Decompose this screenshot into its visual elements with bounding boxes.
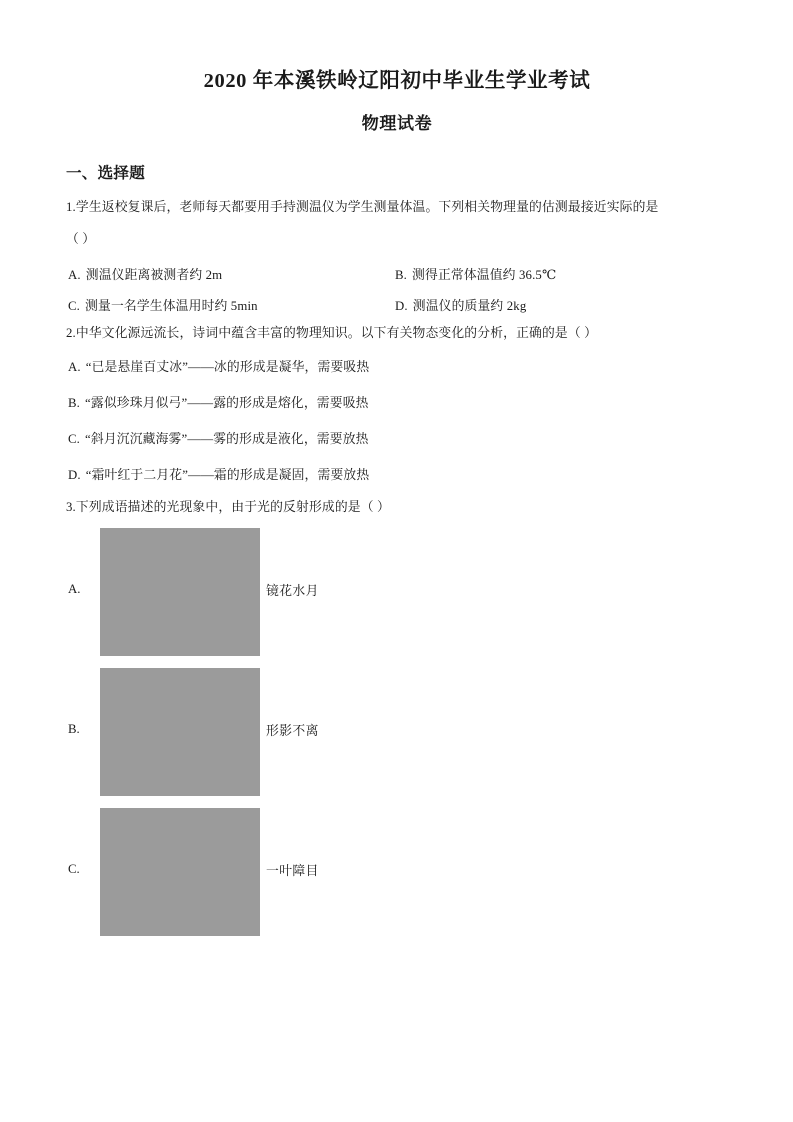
child-leaf-covering-eye-cartoon <box>100 808 260 936</box>
question-1-option-d-label: D. <box>395 298 408 313</box>
question-2-option-a-text: “已是悬崖百丈冰”——冰的形成是凝华，需要吸热 <box>85 360 370 375</box>
question-1-option-d-text: 测温仪的质量约 2kg <box>412 298 527 313</box>
question-1-option-row-2 <box>66 278 728 313</box>
question-1-option-a-label: A. <box>68 267 81 282</box>
question-3-option-a[interactable] <box>66 526 728 666</box>
pond-flower-reflection-photo <box>100 528 260 656</box>
question-1-option-b-text: 测得正常体温值约 36.5℃ <box>412 267 557 282</box>
question-2-option-a-label: A. <box>68 360 81 375</box>
question-3-option-c-caption: 一叶障目 <box>266 864 319 879</box>
question-1-option-c-label: C. <box>68 298 81 313</box>
question-1-option-a-text: 测温仪距离被测者约 2m <box>85 267 223 282</box>
question-1-option-d[interactable] <box>395 295 526 314</box>
question-2-stem: 2.中华文化源远流长，诗词中蕴含丰富的物理知识。以下有关物态变化的分析，正确的是（ ） <box>66 325 598 340</box>
question-1-option-row-1 <box>66 247 728 282</box>
question-2-option-c-label: C. <box>68 432 81 447</box>
question-2-option-d[interactable] <box>66 447 728 483</box>
page-subtitle: 物理试卷 <box>361 113 433 133</box>
question-3-option-b-label: B. <box>68 722 80 737</box>
page-title: 2020 年本溪铁岭辽阳初中毕业生学业考试 <box>203 70 591 92</box>
question-3-option-c-label: C. <box>68 862 80 877</box>
question-2-option-b[interactable] <box>66 375 728 411</box>
question-2-option-a[interactable] <box>66 339 728 375</box>
question-3-option-a-label: A. <box>68 582 81 597</box>
question-3-option-b[interactable] <box>66 666 728 806</box>
question-2-option-c[interactable] <box>66 411 728 447</box>
question-1-stem: 1.学生返校复课后，老师每天都要用手持测温仪为学生测量体温。下列相关物理量的估测最接近实际的是 <box>66 199 659 214</box>
question-2-option-b-text: “露似珍珠月似弓”——露的形成是熔化，需要吸热 <box>85 396 369 411</box>
question-1-option-b-label: B. <box>395 267 408 282</box>
section-header-choice: 一、选择题 <box>66 164 146 182</box>
question-3-stem: 3.下列成语描述的光现象中，由于光的反射形成的是（ ） <box>66 500 390 515</box>
question-1-stem-continuation: （ ） <box>66 231 96 246</box>
question-2-option-d-text: “霜叶红于二月花”——霜的形成是凝固，需要放热 <box>85 468 370 483</box>
question-2-option-b-label: B. <box>68 396 81 411</box>
question-3-option-b-caption: 形影不离 <box>266 724 319 739</box>
person-shadow-silhouette-photo <box>100 668 260 796</box>
question-2-option-d-label: D. <box>68 468 81 483</box>
page-content <box>66 0 728 946</box>
question-1-option-c[interactable] <box>68 295 258 314</box>
question-3-image-options <box>66 514 728 946</box>
question-3-option-c[interactable] <box>66 806 728 946</box>
question-2-option-c-text: “斜月沉沉藏海雾”——雾的形成是液化，需要放热 <box>85 432 369 447</box>
question-1-option-c-text: 测量一名学生体温用时约 5min <box>85 298 258 313</box>
question-3-option-a-caption: 镜花水月 <box>266 584 319 599</box>
